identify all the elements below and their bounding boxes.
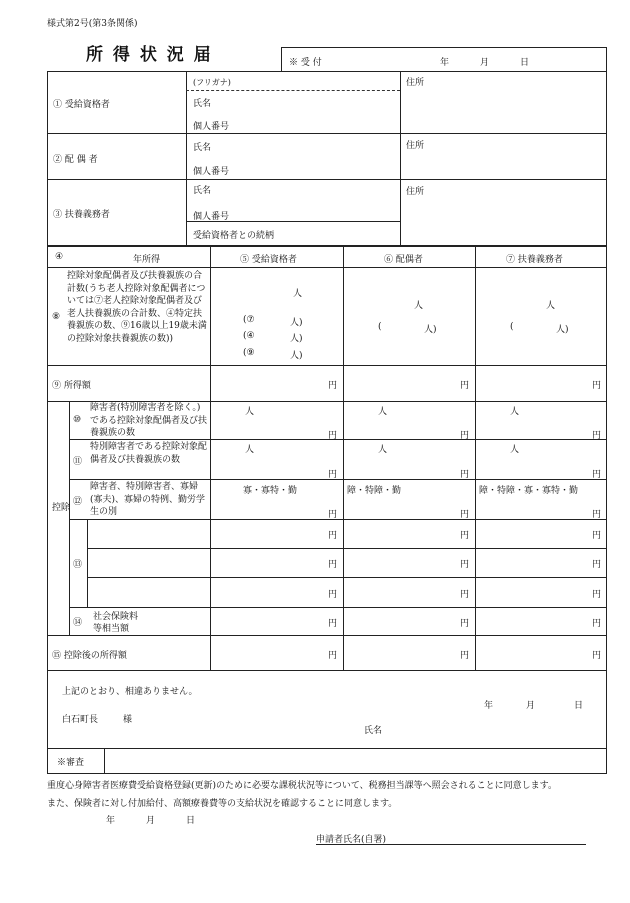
consent-text-2: また、保険者に対し付加給付、高額療養費等の支給状況を確認することに同意します。 — [47, 799, 398, 809]
row13a-c7-yen: 円 — [592, 531, 602, 541]
row15-c6-yen: 円 — [460, 651, 470, 661]
section1-id-field[interactable]: 個人番号 — [193, 122, 230, 132]
row14-num: ⑭ — [73, 618, 83, 628]
row14-c6-yen: 円 — [460, 619, 470, 629]
consent-year: 年 — [106, 816, 116, 826]
section3-label: ③ 扶養義務者 — [53, 210, 110, 220]
row11-c5-yen: 円 — [328, 470, 338, 480]
row12-c5-options: 寡・寡特・勤 — [243, 486, 298, 496]
row8-c7-paren: ( — [510, 322, 514, 332]
row12-c6-options: 障・特障・勤 — [347, 486, 402, 496]
row8-sub-b-person: 人) — [290, 334, 303, 344]
row12-num: ⑫ — [73, 497, 83, 507]
row13b-c5-yen: 円 — [328, 560, 338, 570]
row8-c5-person: 人 — [293, 289, 303, 299]
row14-line1: 社会保険料 — [93, 612, 139, 622]
row13c-c7-yen: 円 — [592, 590, 602, 600]
row10-c6-person: 人 — [378, 407, 388, 417]
review-label: ※審査 — [57, 758, 85, 768]
col6-header: ⑥ 配偶者 — [384, 255, 423, 265]
row8-sub-a: (⑦ — [243, 315, 255, 325]
row8-c7-person: 人 — [546, 301, 556, 311]
row8-sub-c: (⑨ — [243, 348, 255, 358]
receipt-mark: ※ 受 付 — [289, 58, 322, 68]
row11-c7-yen: 円 — [592, 470, 602, 480]
row12-c5-yen: 円 — [328, 510, 338, 520]
row8-num: ⑧ — [52, 312, 61, 322]
form-number: 様式第2号(第3条関係) — [47, 19, 138, 29]
section1-name-field[interactable]: 氏名 — [193, 99, 212, 109]
section2-label: ② 配 偶 者 — [53, 155, 98, 165]
declaration-month: 月 — [526, 701, 536, 711]
row10-c5-yen: 円 — [328, 431, 338, 441]
consent-day: 日 — [186, 816, 196, 826]
section2-id-field[interactable]: 個人番号 — [193, 167, 230, 177]
mayor-label: 白石町長 — [62, 715, 99, 725]
row10-num: ⑩ — [73, 415, 82, 425]
col5-header: ⑤ 受給資格者 — [240, 255, 297, 265]
consent-text-1: 重度心身障害者医療費受給資格登録(更新)のために必要な課税状況等について、税務担当課等へ照会されることに同意します。 — [47, 781, 557, 791]
receipt-year: 年 — [440, 58, 450, 68]
row11-desc: 特別障害者である控除対象配偶者及び扶養親族の数 — [90, 442, 208, 465]
row12-c6-yen: 円 — [460, 510, 470, 520]
row15-c7-yen: 円 — [592, 651, 602, 661]
applicant-signature-label: 申請者氏名(自署) — [316, 835, 387, 845]
declaration-text: 上記のとおり、相違ありません。 — [62, 687, 198, 697]
row13a-c5-yen: 円 — [328, 531, 338, 541]
section1-address-field[interactable]: 住所 — [406, 78, 425, 88]
row9-c7-yen: 円 — [592, 381, 602, 391]
section3-address-field[interactable]: 住所 — [406, 187, 425, 197]
row10-c7-yen: 円 — [592, 431, 602, 441]
row9-c5-yen: 円 — [328, 381, 338, 391]
row14-line2: 等相当額 — [93, 624, 130, 634]
row10-c5-person: 人 — [245, 407, 255, 417]
row13-num: ⑬ — [73, 560, 83, 570]
declaration-year: 年 — [484, 701, 494, 711]
receipt-month: 月 — [480, 58, 490, 68]
row8-c7-paren-person: 人) — [556, 325, 569, 335]
row8-sub-c-person: 人) — [290, 351, 303, 361]
row11-c6-yen: 円 — [460, 470, 470, 480]
row8-c6-paren-person: 人) — [424, 325, 437, 335]
declarant-name-field[interactable]: 氏名 — [364, 726, 383, 736]
col7-header: ⑦ 扶養義務者 — [506, 255, 563, 265]
row8-sub-b: (④ — [243, 331, 255, 341]
section3-name-field[interactable]: 氏名 — [193, 186, 212, 196]
row15-label: ⑮ 控除後の所得額 — [52, 651, 127, 661]
section2-address-field[interactable]: 住所 — [406, 141, 425, 151]
row8-c6-paren: ( — [378, 322, 382, 332]
row11-c5-person: 人 — [245, 445, 255, 455]
row13b-c7-yen: 円 — [592, 560, 602, 570]
row8-sub-a-person: 人) — [290, 318, 303, 328]
row11-c6-person: 人 — [378, 445, 388, 455]
page-title: 所 得 状 況 届 — [86, 45, 213, 65]
row13c-c6-yen: 円 — [460, 590, 470, 600]
applicant-signature-field[interactable] — [400, 828, 580, 842]
section2-name-field[interactable]: 氏名 — [193, 143, 212, 153]
section3-id-field[interactable]: 個人番号 — [193, 212, 230, 222]
row11-c7-person: 人 — [510, 445, 520, 455]
row12-desc: 障害者、特別障害者、寡婦(寡夫)、寡婦の特例、勤労学生の別 — [90, 482, 206, 517]
declaration-day: 日 — [574, 701, 584, 711]
col-year-income: 年所得 — [133, 255, 161, 265]
row10-c7-person: 人 — [510, 407, 520, 417]
section3-relation-field[interactable]: 受給資格者との続柄 — [193, 231, 275, 241]
row11-num: ⑪ — [73, 457, 83, 467]
row9-c6-yen: 円 — [460, 381, 470, 391]
receipt-day: 日 — [520, 58, 530, 68]
row14-c5-yen: 円 — [328, 619, 338, 629]
mayor-sama: 様 — [123, 715, 133, 725]
row13c-c5-yen: 円 — [328, 590, 338, 600]
row8-c6-person: 人 — [414, 301, 424, 311]
row9-label: ⑨ 所得額 — [52, 381, 91, 391]
row8-desc: 控除対象配偶者及び扶養親族の合計数(うち老人控除対象配偶者については⑦老人控除対象配偶者及び老人扶養親族の合計数、④特定扶養親族の数、⑨16歳以上19歳未満の控除対象扶養親族の数)) — [67, 271, 207, 344]
deduction-label-1: 控除 — [52, 503, 71, 513]
furigana-label: (フリガナ) — [193, 78, 231, 87]
row12-c7-options: 障・特障・寡・寡特・勤 — [479, 486, 579, 496]
row12-c7-yen: 円 — [592, 510, 602, 520]
col4-num: ④ — [55, 252, 64, 262]
row13a-c6-yen: 円 — [460, 531, 470, 541]
row13b-c6-yen: 円 — [460, 560, 470, 570]
section1-label: ① 受給資格者 — [53, 100, 110, 110]
row15-c5-yen: 円 — [328, 651, 338, 661]
row10-c6-yen: 円 — [460, 431, 470, 441]
consent-month: 月 — [146, 816, 156, 826]
row10-desc: 障害者(特別障害者を除く。)である控除対象配偶者及び扶養親族の数 — [90, 403, 208, 438]
row14-c7-yen: 円 — [592, 619, 602, 629]
